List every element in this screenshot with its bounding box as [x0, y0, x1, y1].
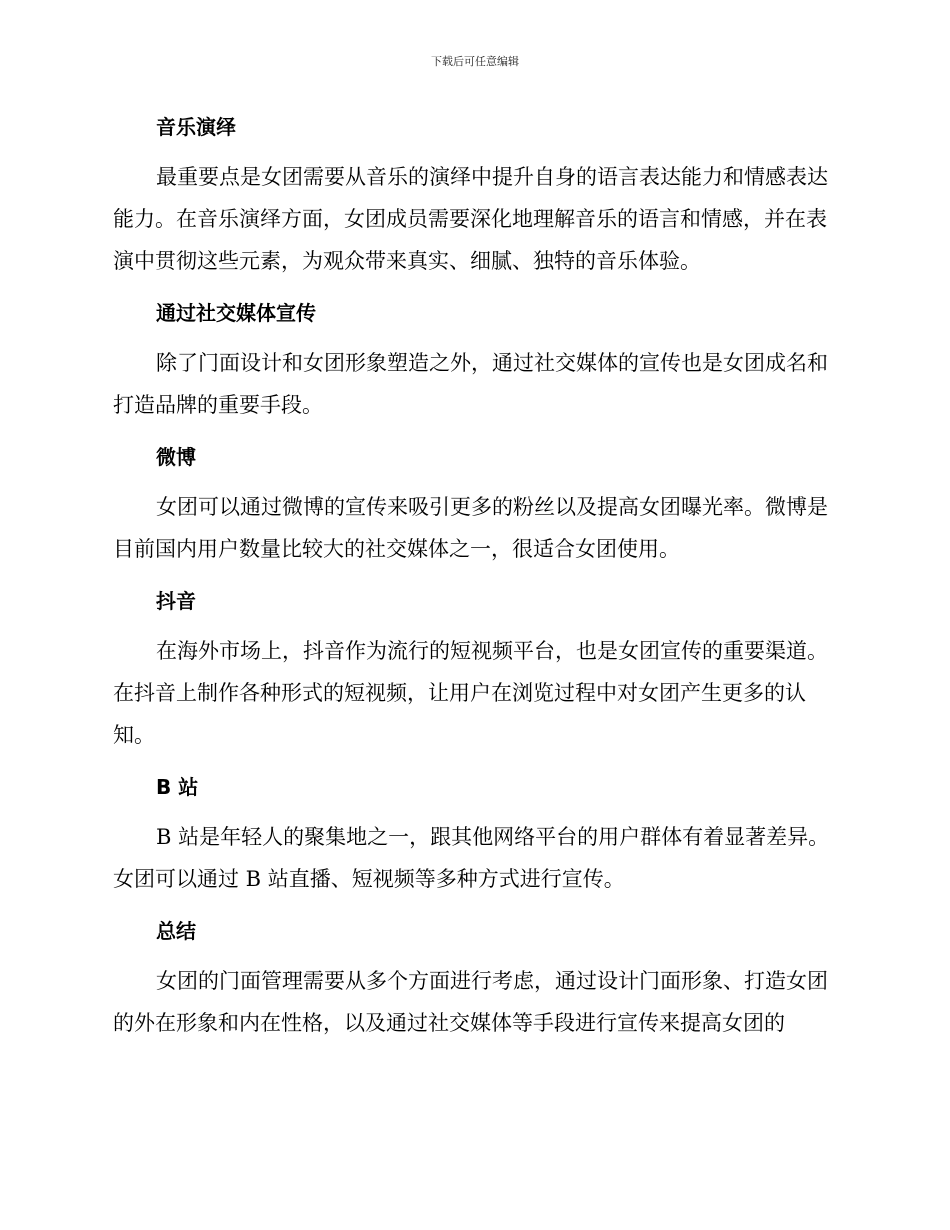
section-heading: 音乐演绎: [156, 115, 236, 139]
section-summary: [113, 912, 833, 1044]
section-paragraph: B 站是年轻人的聚集地之一，跟其他网络平台的用户群体有着显著差异。女团可以通过 B 站直播、短视频等多种方式进行宣传。: [113, 825, 830, 891]
section-douyin: [113, 582, 833, 756]
section-music-performance: [113, 108, 833, 282]
section-heading: 微博: [156, 445, 196, 469]
section-paragraph: 除了门面设计和女团形象塑造之外，通过社交媒体的宣传也是女团成名和打造品牌的重要手段。: [113, 351, 828, 417]
section-heading: 总结: [156, 919, 196, 943]
document-body: [113, 108, 833, 1056]
section-paragraph: 女团可以通过微博的宣传来吸引更多的粉丝以及提高女团曝光率。微博是目前国内用户数量比较大的社交媒体之一，很适合女团使用。: [113, 495, 828, 561]
section-heading: 通过社交媒体宣传: [156, 301, 316, 325]
section-paragraph: 在海外市场上，抖音作为流行的短视频平台，也是女团宣传的重要渠道。在抖音上制作各种形式的短视频，让用户在浏览过程中对女团产生更多的认知。: [113, 639, 828, 747]
page-header: 下载后可任意编辑: [431, 55, 519, 68]
section-social-media: [113, 294, 833, 426]
section-paragraph: 女团的门面管理需要从多个方面进行考虑，通过设计门面形象、打造女团的外在形象和内在性格，以及通过社交媒体等手段进行宣传来提高女团的: [113, 969, 828, 1035]
section-heading: B 站: [156, 775, 199, 799]
section-heading: 抖音: [156, 589, 196, 613]
section-bilibili: [113, 768, 833, 900]
section-paragraph: 最重要点是女团需要从音乐的演绎中提升自身的语言表达能力和情感表达能力。在音乐演绎方面，女团成员需要深化地理解音乐的语言和情感，并在表演中贯彻这些元素，为观众带来真实、细腻、独特的音乐体验。: [113, 165, 828, 273]
section-weibo: [113, 438, 833, 570]
